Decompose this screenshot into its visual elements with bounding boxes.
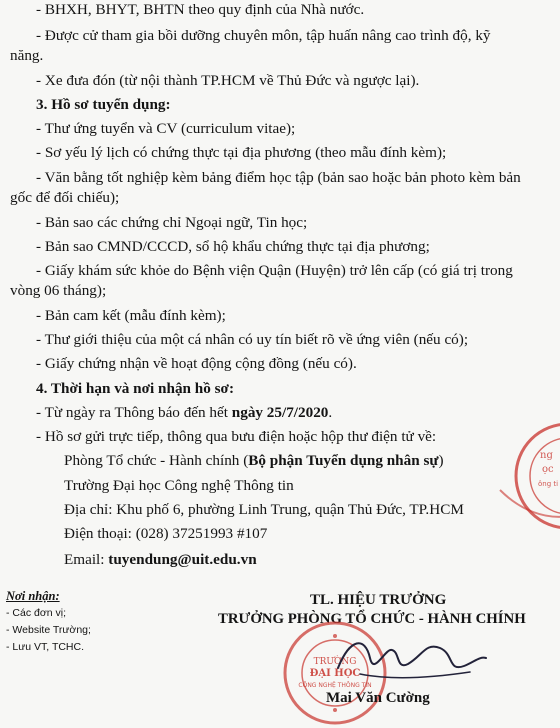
doc-item: - Sơ yếu lý lịch có chứng thực tại địa phương (theo mẫu đính kèm);	[36, 144, 447, 161]
doc-item: - Thư giới thiệu của một cá nhân có uy tín biết rõ về ứng viên (nếu có);	[36, 331, 469, 348]
signature-title-line2: TRƯỞNG PHÒNG TỔ CHỨC - HÀNH CHÍNH	[218, 611, 526, 627]
doc-item: - Thư ứng tuyển và CV (curriculum vitae);	[36, 120, 296, 137]
recipients-title: Nơi nhận:	[6, 589, 60, 603]
university-name: Trường Đại học Công nghệ Thông tin	[64, 477, 294, 494]
signer-name: Mai Văn Cường	[326, 690, 430, 706]
doc-item: - Bản sao CMND/CCCD, sổ hộ khẩu chứng thực tại địa phương;	[36, 238, 430, 255]
doc-item-continuation: gốc để đối chiếu);	[10, 189, 120, 206]
benefit-insurance: - BHXH, BHYT, BHTN theo quy định của Nhà nước.	[36, 1, 365, 18]
email-label: Email:	[64, 551, 109, 568]
benefit-training-line2: năng.	[10, 47, 44, 64]
office-prefix: Phòng Tổ chức - Hành chính (	[64, 452, 249, 469]
section4-heading: 4. Thời hạn và nơi nhận hồ sơ:	[36, 380, 235, 397]
email-line	[64, 550, 257, 570]
doc-item-continuation: vòng 06 tháng);	[10, 282, 107, 299]
seal-text-line2: ĐẠI HỌC	[309, 668, 361, 679]
svg-text:ông ti: ông ti	[538, 480, 559, 488]
seal-text-line1: TRƯỜNG	[313, 657, 357, 667]
svg-text:ọc: ọc	[542, 464, 554, 475]
recipient-item: - Các đơn vị;	[6, 607, 66, 619]
doc-item: - Giấy chứng nhận về hoạt động cộng đồng (nếu có).	[36, 355, 357, 372]
email-address[interactable]: tuyendung@uit.edu.vn	[108, 551, 257, 568]
deadline-suffix: .	[328, 404, 333, 421]
university-seal	[265, 618, 405, 728]
partial-stamp-right-edge	[490, 420, 560, 530]
doc-item: - Bản sao các chứng chỉ Ngoại ngữ, Tin học;	[36, 214, 308, 231]
phone-line: Điện thoại: (028) 37251993 #107	[64, 525, 268, 542]
seal-text-line3: CÔNG NGHỆ THÔNG TIN	[298, 682, 372, 689]
doc-item: - Giấy khám sức khỏe do Bệnh viện Quận (Huyện) trở lên cấp (có giá trị trong	[36, 262, 513, 279]
doc-item: - Bản cam kết (mẫu đính kèm);	[36, 307, 226, 324]
handwritten-signature	[330, 628, 490, 688]
recipient-item: - Lưu VT, TCHC.	[6, 641, 85, 653]
deadline-prefix: - Từ ngày ra Thông báo đến hết	[36, 404, 232, 421]
benefit-training-line1: - Được cử tham gia bồi dưỡng chuyên môn, tập huấn nâng cao trình độ, kỹ	[36, 27, 491, 44]
office-line	[64, 451, 444, 471]
office-unit: Bộ phận Tuyển dụng nhân sự	[248, 452, 439, 469]
svg-text:ng: ng	[540, 450, 553, 461]
address-line: Địa chỉ: Khu phố 6, phường Linh Trung, quận Thủ Đức, TP.HCM	[64, 501, 464, 518]
section3-heading: 3. Hồ sơ tuyển dụng:	[36, 96, 171, 113]
signature-title-line1: TL. HIỆU TRƯỞNG	[310, 592, 447, 608]
recipient-item: - Website Trường;	[6, 624, 91, 636]
submit-line: - Hồ sơ gửi trực tiếp, thông qua bưu điện hoặc hộp thư điện tử về:	[36, 428, 437, 445]
doc-item: - Văn bằng tốt nghiệp kèm bảng điểm học tập (bản sao hoặc bản photo kèm bản	[36, 169, 521, 186]
office-suffix: )	[438, 452, 444, 469]
deadline-date: ngày 25/7/2020	[231, 404, 329, 421]
benefit-shuttle: - Xe đưa đón (từ nội thành TP.HCM về Thủ Đức và ngược lại).	[36, 72, 420, 89]
deadline-line	[36, 403, 332, 423]
